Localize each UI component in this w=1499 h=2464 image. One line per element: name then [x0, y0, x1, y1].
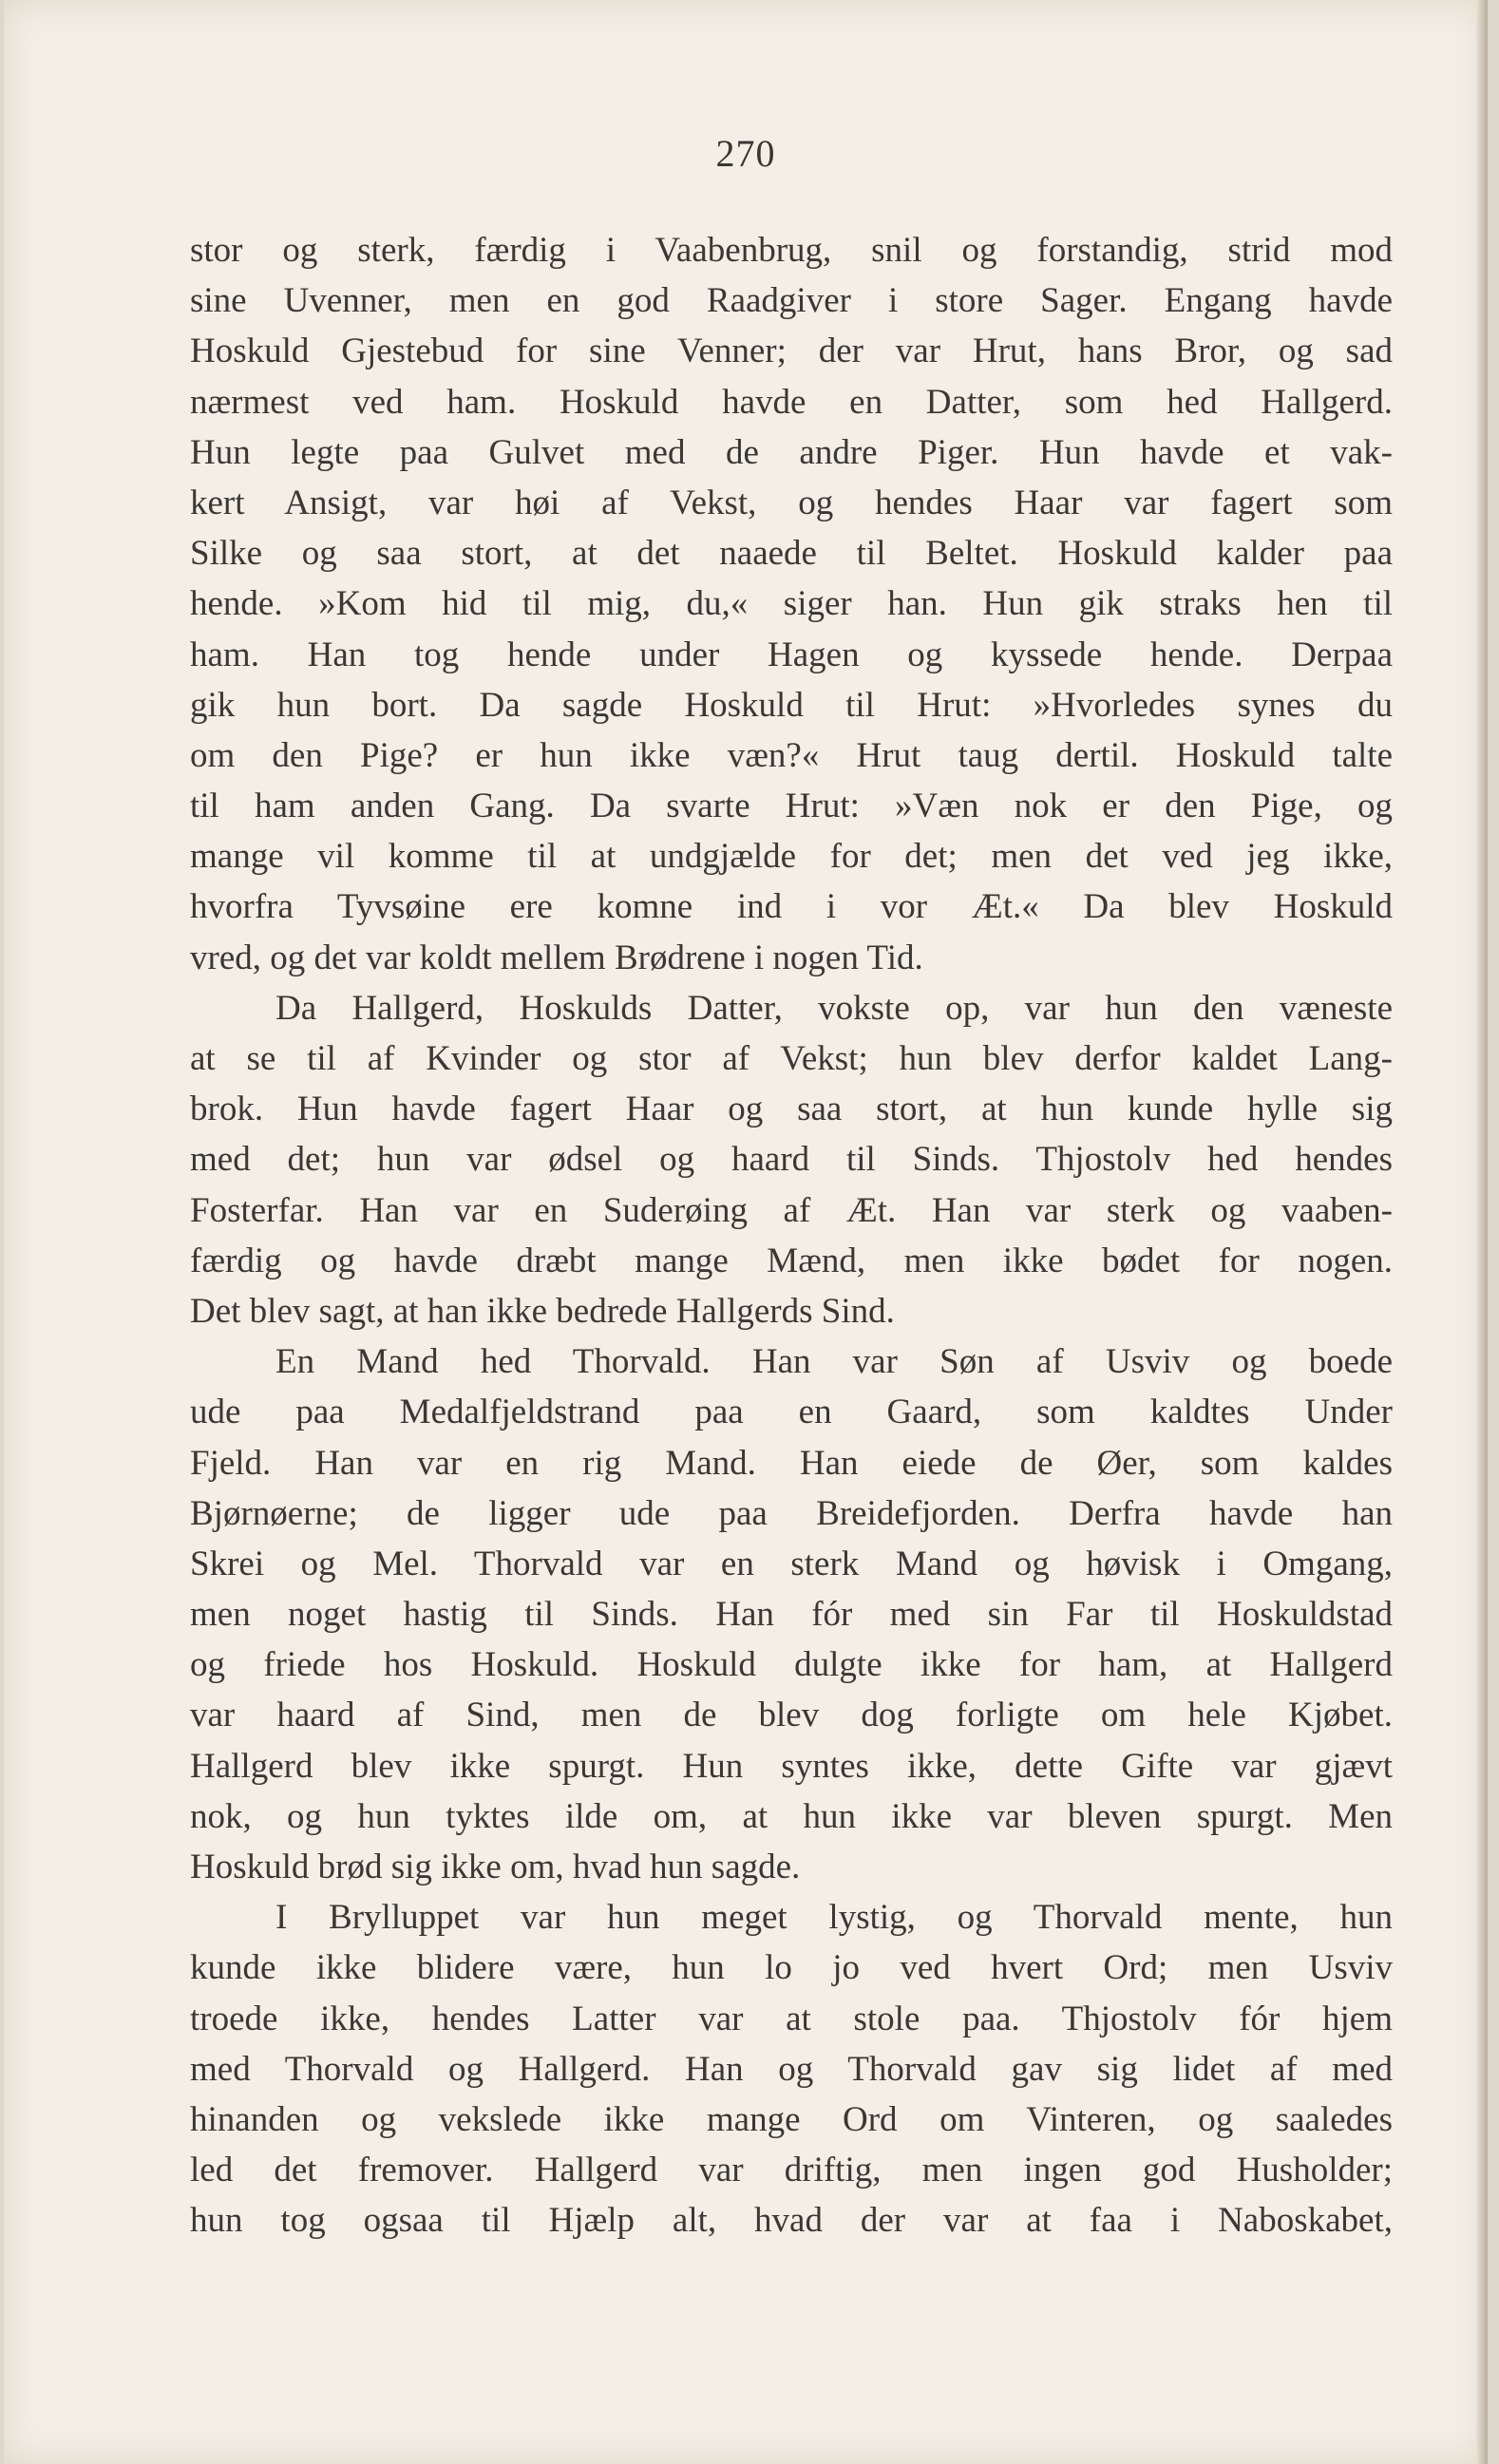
text-line: ham. Han tog hende under Hagen og kyssede hende. Derpaa — [190, 635, 1393, 674]
text-line: Det blev sagt, at han ikke bedrede Hallgerds Sind. — [190, 1291, 895, 1331]
text-line: nærmest ved ham. Hoskuld havde en Datter, som hed Hallgerd. — [190, 382, 1393, 422]
body-text — [190, 225, 1393, 2246]
text-line: hinanden og vekslede ikke mange Ord om Vinteren, og saaledes — [190, 2099, 1393, 2139]
text-line: om den Pige? er hun ikke væn?« Hrut taug dertil. Hoskuld talte — [190, 735, 1393, 775]
text-line: troede ikke, hendes Latter var at stole paa. Thjostolv fór hjem — [190, 1999, 1393, 2038]
page-edge-shadow — [1476, 0, 1488, 2464]
text-line: hende. »Kom hid til mig, du,« siger han. Hun gik straks hen til — [190, 584, 1393, 624]
text-line: ude paa Medalfjeldstrand paa en Gaard, som kaldtes Under — [190, 1393, 1393, 1432]
text-line: Silke og saa stort, at det naaede til Beltet. Hoskuld kalder paa — [190, 534, 1393, 574]
text-line: hvorfra Tyvsøine ere komne ind i vor Æt.« Da blev Hoskuld — [190, 887, 1393, 927]
book-page — [4, 0, 1488, 2464]
text-line: men noget hastig til Sinds. Han fór med sin Far til Hoskuldstad — [190, 1595, 1393, 1635]
text-line: at se til af Kvinder og stor af Vekst; hun blev derfor kaldet Lang- — [190, 1039, 1393, 1078]
text-line: Hoskuld Gjestebud for sine Venner; der var Hrut, hans Bror, og sad — [190, 332, 1393, 371]
text-line: med det; hun var ødsel og haard til Sinds. Thjostolv hed hendes — [190, 1140, 1393, 1180]
text-line: kert Ansigt, var høi af Vekst, og hendes Haar var fagert som — [190, 483, 1393, 522]
text-line: Hun legte paa Gulvet med de andre Piger. Hun havde et vak- — [190, 432, 1393, 472]
text-line: mange vil komme til at undgjælde for det; men det ved jeg ikke, — [190, 837, 1393, 877]
text-line: til ham anden Gang. Da svarte Hrut: »Væn nok er den Pige, og — [190, 787, 1393, 826]
text-line: stor og sterk, færdig i Vaabenbrug, snil og forstandig, strid mod — [190, 231, 1393, 270]
text-line: Fosterfar. Han var en Suderøing af Æt. Han var sterk og vaaben- — [190, 1190, 1393, 1230]
text-line: Skrei og Mel. Thorvald var en sterk Mand og høvisk i Omgang, — [190, 1544, 1393, 1583]
text-line: Bjørnøerne; de ligger ude paa Breidefjorden. Derfra havde han — [190, 1493, 1393, 1533]
text-line: Hoskuld brød sig ikke om, hvad hun sagde. — [190, 1848, 801, 1886]
text-line: var haard af Sind, men de blev dog forligte om hele Kjøbet. — [190, 1696, 1393, 1735]
text-line: nok, og hun tyktes ilde om, at hun ikke var bleven spurgt. Men — [190, 1796, 1393, 1836]
text-line: Hallgerd blev ikke spurgt. Hun syntes ikke, dette Gifte var gjævt — [190, 1746, 1393, 1786]
text-line: vred, og det var koldt mellem Brødrene i nogen Tid. — [190, 938, 923, 977]
text-line: led det fremover. Hallgerd var driftig, men ingen god Husholder; — [190, 2151, 1393, 2190]
text-line: hun tog ogsaa til Hjælp alt, hvad der var at faa i Naboskabet, — [190, 2201, 1393, 2241]
text-line: Da Hallgerd, Hoskulds Datter, vokste op, var hun den væneste — [275, 988, 1393, 1028]
text-line: kunde ikke blidere være, hun lo jo ved hvert Ord; men Usviv — [190, 1948, 1393, 1988]
text-line: brok. Hun havde fagert Haar og saa stort, at hun kunde hylle sig — [190, 1090, 1393, 1129]
text-line: I Brylluppet var hun meget lystig, og Thorvald mente, hun — [275, 1898, 1393, 1938]
text-line: med Thorvald og Hallgerd. Han og Thorvald gav sig lidet af med — [190, 2049, 1393, 2089]
text-line: og friede hos Hoskuld. Hoskuld dulgte ikke for ham, at Hallgerd — [190, 1645, 1393, 1685]
text-line: En Mand hed Thorvald. Han var Søn af Usviv og boede — [275, 1342, 1393, 1382]
text-line: færdig og havde dræbt mange Mænd, men ikke bødet for nogen. — [190, 1241, 1393, 1280]
text-line: sine Uvenner, men en god Raadgiver i store Sager. Engang havde — [190, 281, 1393, 321]
text-line: Fjeld. Han var en rig Mand. Han eiede de Øer, som kaldes — [190, 1443, 1393, 1483]
text-line: gik hun bort. Da sagde Hoskuld til Hrut: »Hvorledes synes du — [190, 685, 1393, 725]
page-number: 270 — [715, 132, 776, 175]
